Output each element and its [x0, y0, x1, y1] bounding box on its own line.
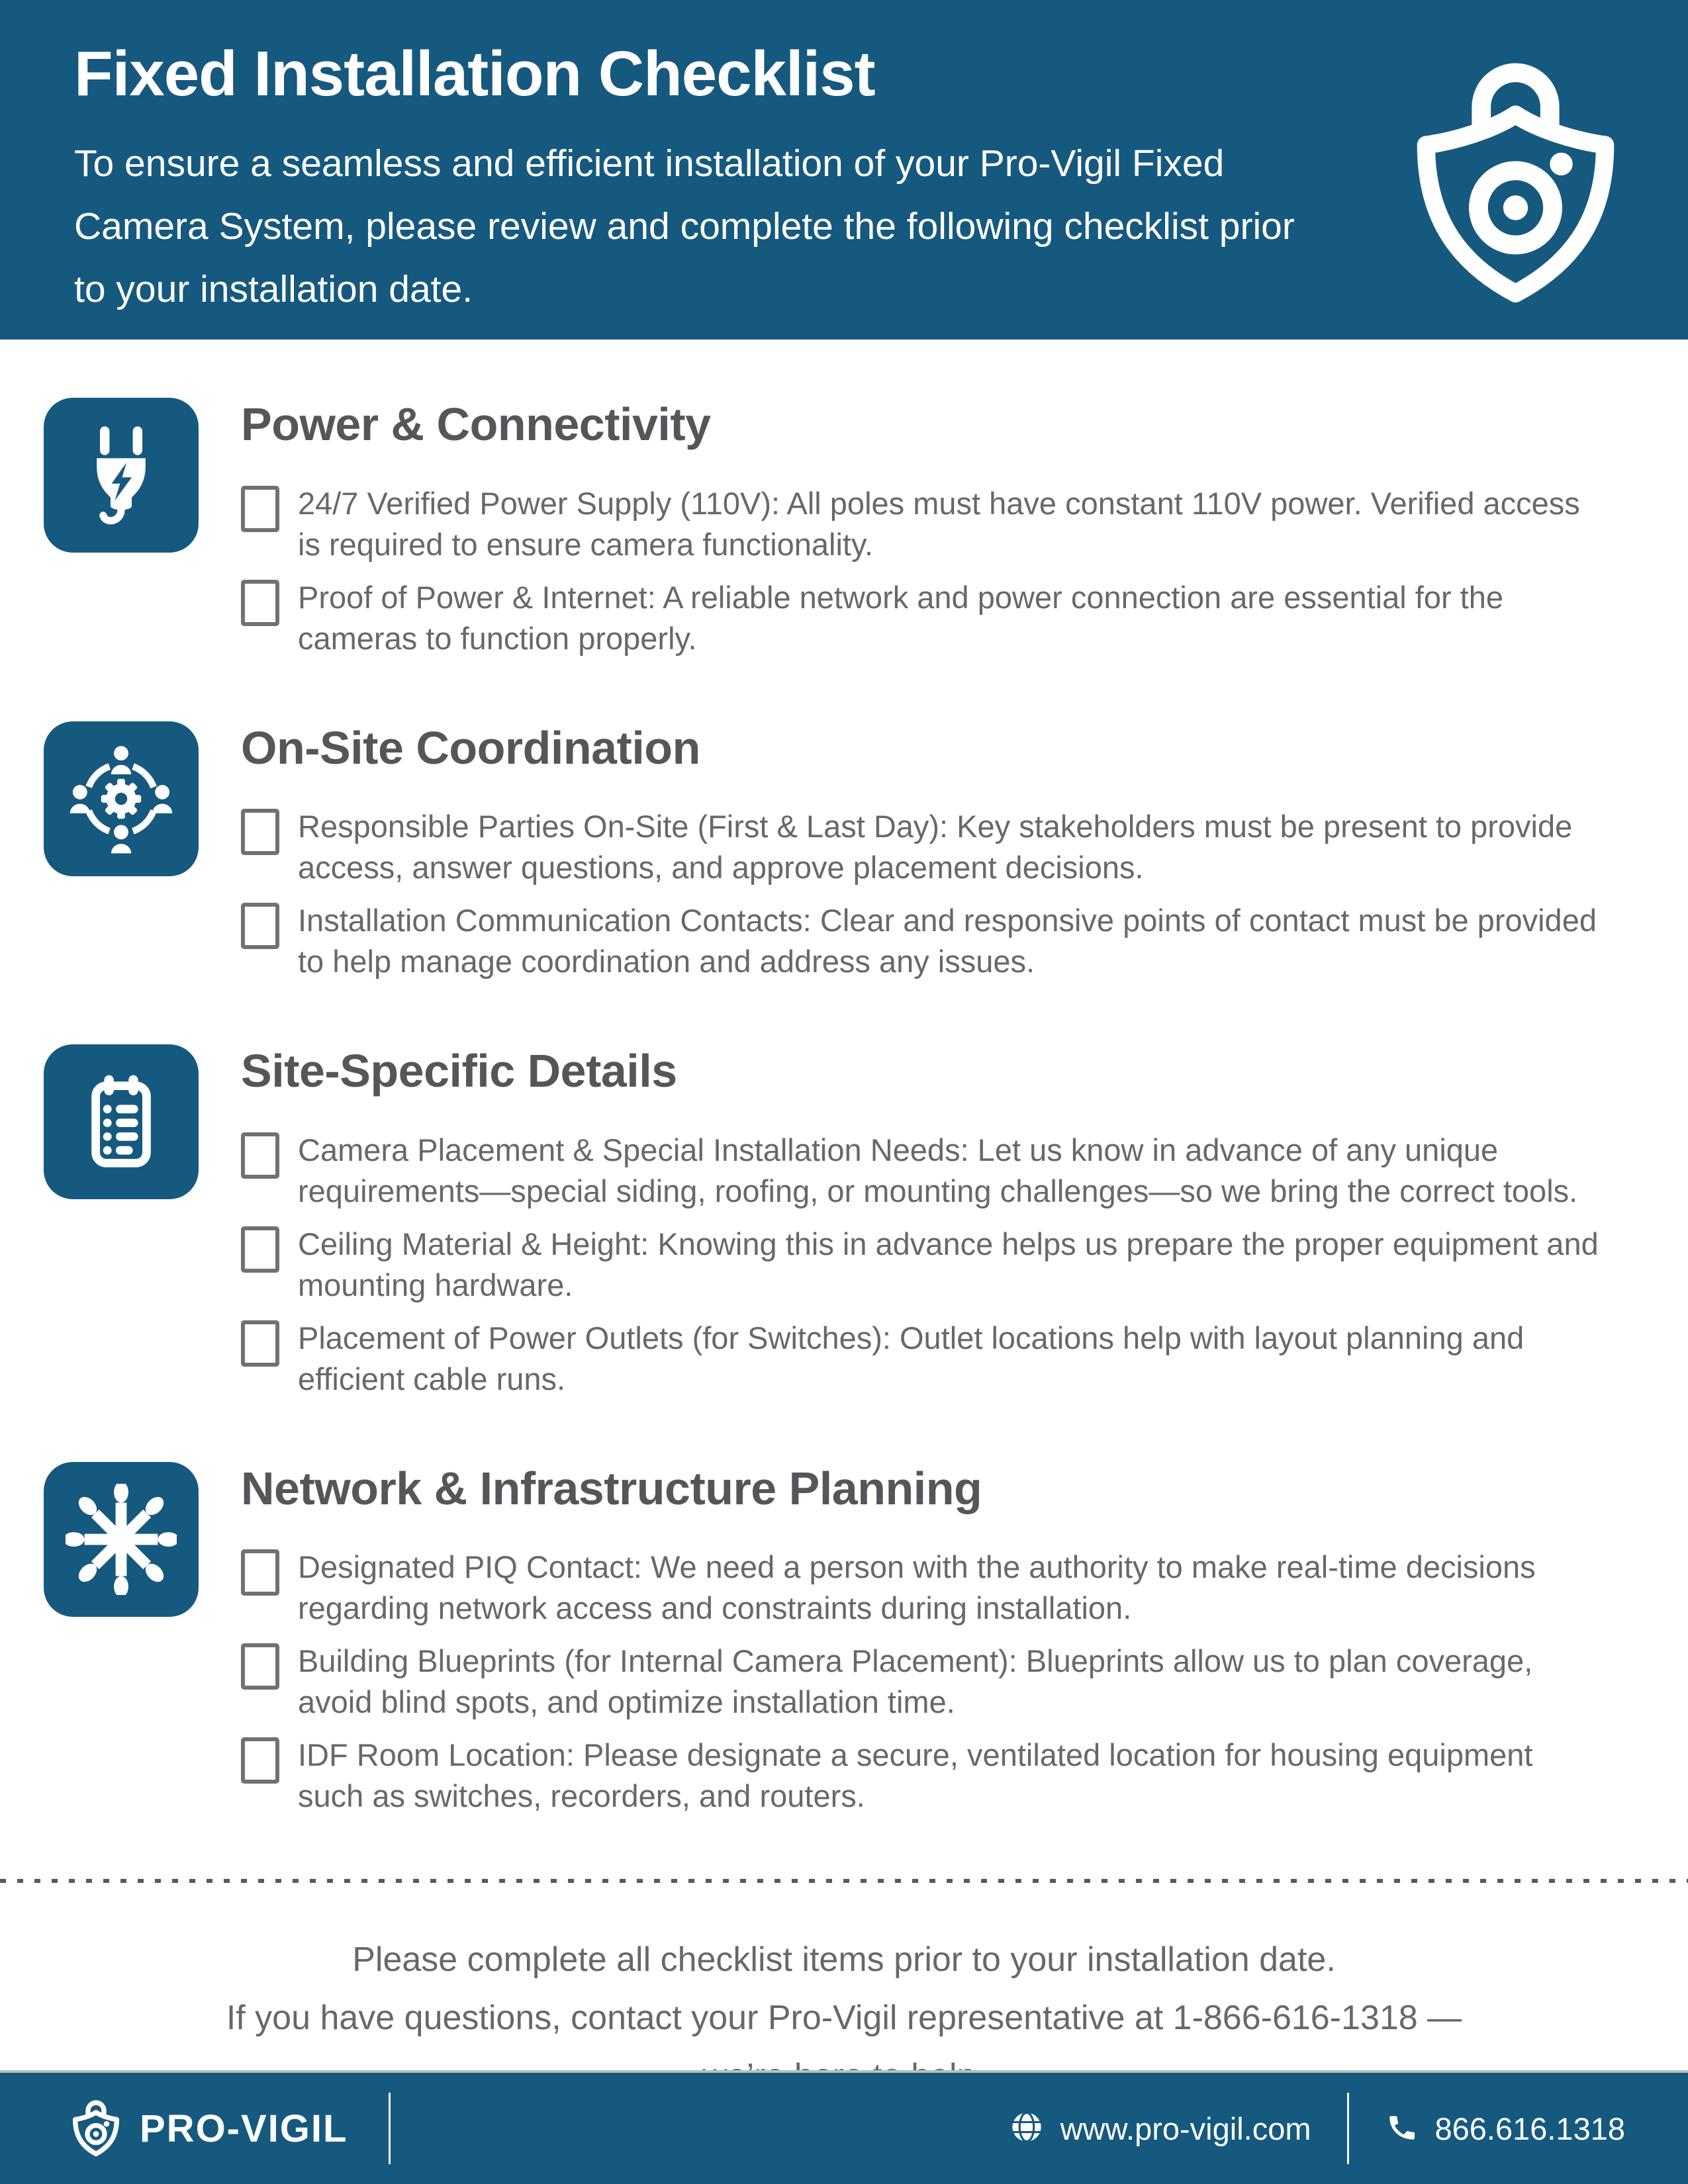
checklist-item: [241, 806, 1605, 888]
checkbox[interactable]: [241, 486, 279, 532]
checklist-item: [241, 1547, 1605, 1629]
checklist-body: [0, 340, 1688, 1829]
checklist-item-text: Installation Communication Contacts: Clear and responsive points of contact must be provided to help manage coordination and address any issues.: [298, 903, 1597, 979]
checklist-item-text: Building Blueprints (for Internal Camera Placement): Blueprints allow us to plan coverage, avoid blind spots, and optimize installation time.: [298, 1643, 1533, 1719]
section-onsite-coordination: [44, 721, 1615, 995]
checklist-item-text: Placement of Power Outlets (for Switches): Outlet locations help with layout planning and efficient cable runs.: [298, 1320, 1524, 1396]
checklist-item: [241, 577, 1605, 659]
checklist-item: [241, 1641, 1605, 1723]
section-site-specific-details: [44, 1044, 1615, 1412]
checklist-item: [241, 1318, 1605, 1400]
provigil-shield-lock-icon: [1401, 38, 1630, 318]
checkbox[interactable]: [241, 1320, 279, 1367]
checklist-item: [241, 483, 1605, 565]
footer-divider: [1347, 2093, 1349, 2164]
footer-note-line: Please complete all checklist items prior to your installation date.: [352, 1940, 1336, 1979]
checklist-item-text: 24/7 Verified Power Supply (110V): All poles must have constant 110V power. Verified access is required to ensure camera functionality.: [298, 485, 1580, 562]
header-subtitle: To ensure a seamless and efficient installation of your Pro-Vigil Fixed Camera System, please review and complete the following checklist prior to your installation date.: [74, 142, 1295, 310]
globe-icon: [1009, 2109, 1045, 2148]
section-title: Network & Infrastructure Planning: [241, 1462, 982, 1514]
checkbox[interactable]: [241, 1549, 279, 1596]
section-power-connectivity: [44, 398, 1615, 671]
power-plug-icon: [44, 398, 199, 553]
page-title: Fixed Installation Checklist: [74, 38, 875, 109]
section-title: Site-Specific Details: [241, 1045, 677, 1097]
section-network-infrastructure: [44, 1462, 1615, 1829]
footer-divider: [389, 2093, 391, 2164]
checklist-item: [241, 900, 1605, 982]
team-coordination-icon: [44, 721, 199, 876]
footer-note-line: If you have questions, contact your Pro-Vigil representative at 1-866-616-1318 —: [226, 1999, 1462, 2037]
header-band: [0, 0, 1688, 340]
checklist-item-text: Ceiling Material & Height: Knowing this in advance helps us prepare the proper equipment and mounting hardware.: [298, 1226, 1599, 1302]
checkbox[interactable]: [241, 1737, 279, 1784]
checkbox[interactable]: [241, 903, 279, 949]
checkbox[interactable]: [241, 1643, 279, 1690]
checkbox[interactable]: [241, 809, 279, 855]
dashed-divider: [0, 1879, 1688, 1883]
website-link[interactable]: www.pro-vigil.com: [1060, 2111, 1311, 2146]
brand-name: PRO-VIGIL: [140, 2107, 348, 2150]
footer-brand-group: [70, 2093, 391, 2164]
checkbox[interactable]: [241, 1132, 279, 1179]
checklist-item-text: IDF Room Location: Please designate a secure, ventilated location for housing equipment such as switches, recorders, and routers.: [298, 1737, 1533, 1813]
provigil-logo-icon: [70, 2095, 122, 2162]
checkbox[interactable]: [241, 580, 279, 626]
phone-icon: [1385, 2111, 1419, 2147]
footer-contact-group: [1009, 2093, 1625, 2164]
section-title: Power & Connectivity: [241, 398, 711, 450]
checklist-item-text: Responsible Parties On-Site (First & Last Day): Key stakeholders must be present to provide access, answer questions, and approve placement decisions.: [298, 809, 1573, 885]
clipboard-icon: [44, 1044, 199, 1199]
section-title: On-Site Coordination: [241, 721, 700, 774]
checklist-item: [241, 1735, 1605, 1817]
checklist-item: [241, 1130, 1605, 1212]
checklist-item-text: Camera Placement & Special Installation Needs: Let us know in advance of any unique requirements—special siding, roofing, or mounting challenges—so we bring the correct tools.: [298, 1132, 1578, 1208]
network-hub-icon: [44, 1462, 199, 1617]
checklist-item-text: Designated PIQ Contact: We need a person with the authority to make real-time decisions regarding network access and constraints during installation.: [298, 1549, 1536, 1625]
phone-link[interactable]: 866.616.1318: [1434, 2111, 1625, 2146]
checklist-item-text: Proof of Power & Internet: A reliable network and power connection are essential for the cameras to function properly.: [298, 579, 1503, 656]
checkbox[interactable]: [241, 1226, 279, 1273]
checklist-item: [241, 1224, 1605, 1306]
footer-bar: [0, 2070, 1688, 2184]
